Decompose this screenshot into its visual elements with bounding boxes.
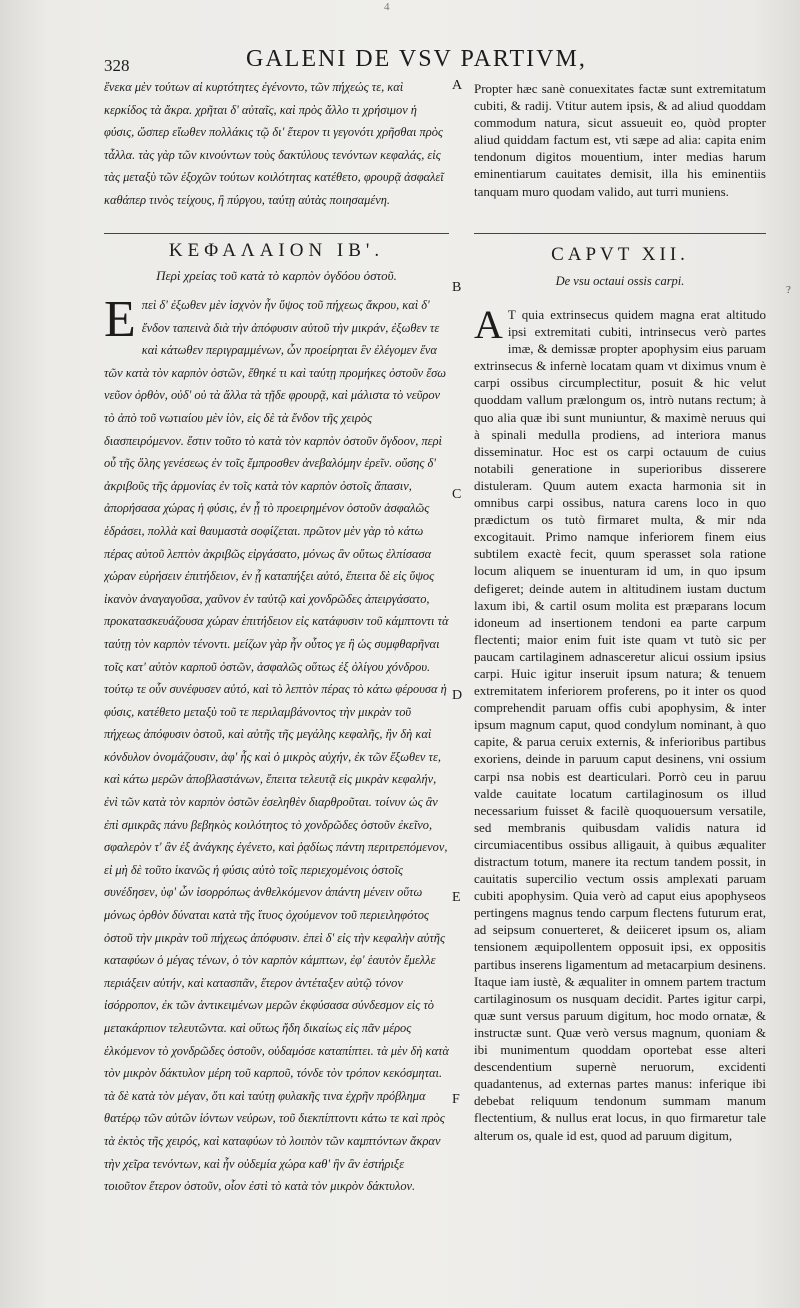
latin-body bbox=[474, 306, 766, 1298]
margin-letter-b: B bbox=[452, 280, 462, 295]
margin-letter-d: D bbox=[452, 688, 463, 703]
latin-rule bbox=[474, 233, 766, 234]
margin-letter-c: C bbox=[452, 487, 462, 502]
latin-drop-cap: A bbox=[474, 306, 503, 347]
latin-chapter-subtitle: De vsu octaui ossis carpi. bbox=[555, 274, 685, 288]
greek-chapter-subtitle: Περὶ χρείας τοῦ κατὰ τὸ καρπὸν ὀγδόου ὀστοῦ. bbox=[156, 268, 397, 283]
greek-top-block bbox=[104, 76, 449, 226]
greek-body bbox=[104, 294, 449, 1294]
edge-mark: ? bbox=[786, 284, 791, 296]
running-title: GALENI DE VSV PARTIVM, bbox=[246, 46, 587, 72]
latin-top-text: Propter hæc sanè conuexitates factæ sunt extremitatum cubiti, & radij. Vtitur autem ipsis, & ad aliud quoddam commodum natura, sicut assueuit eo, quòd propter aliud quiddam factum est, vti sæpe ad alia: capita enim tendonum digitos mouentium, inter medias harum eminentiarum cauitates demisit, illa his eminentiis tanquam muro quodam valido, aut turri muniens. bbox=[474, 81, 766, 199]
latin-chapter-heading: CAPVT XII. bbox=[551, 244, 689, 265]
latin-top-block bbox=[474, 80, 766, 222]
latin-body-text: T quia extrinsecus quidem magna erat altitudo ipsi extremitati cubiti, intrinsecus verò partes imæ, & demissæ propter apophysim eius paruam extrinsecus & infernè locatam quam vt diximus vnum è carpi ossibus circumplectitur, posuit & hic velut quoddam vallum prælongum os, intrò nutans rectum; à quo alia quæ ibi sunt muniuntur, & maximè neruus qui à spinali medulla prodiens, ad interiora manus disseminatur. Hoc est os carpi octauum de cuius notabili generatione in superioribus disserere distuleram. Quum autem exacta harmonia sit in omnibus carpi ossibus, natura carens loco in quo prædictum os tutò firmaret multa, & mir nda excogitauit. Primo namque inferiorem finem eius subtilem exactè fecit, quum sperasset sola ratione locum aliquem se inuenturam id um, in quo ipsum defigeret; deinde autem in altitudinem iustam ductum laxum ibi, & cartil osum molita est præparans locum idoneum ad insertionem tendoni ea parte carpum flectenti; maior enim fuit iste quam vt tutò sic per paucam cartilaginem adnasceretur alicui ossium ipsius carpi. Huic igitur inseruit ipsum natura; & tenuem extremitatem inferiorem proferens, po it inter os quod comprehendit paruam offis cubi apophysim, & inter ipsum magnum caput, quod condylum nominant, à quo capite, & parua ceruix externis, & inferioribus partibus exoriens, deinde in paruum caput desinens, vni ossium carpi nsa nobis est dearticulari. Porrò ceu in paruu valde cauitate locatum cartilaginosum os illud necessarium fuisset & facilè quoquouersum versatile, sed membranis quibusdam validis natura id circumiacentibus ossibus alligauit, à quibus æqualiter distractum totum, manere ita rectum tandem possit, in cauitatis supercilio vectum ossis amplexati paruam cubiti apophysim. Quia verò ad caput eius apophyseos pertingens magnus tendo carpum flectens futurum erat, ad seipsum conuerteret, & deiiceret ipsum os, aliam tensionem æquipollentem opposuit ipsi, ex oppositis partibus inserens ligamentum ad metacarpium desinens. Itaque iam iustè, & æqualiter in omnem partem tractum cartilaginosum os nusquam decidit. Partes igitur carpi, quæ sunt versus paruum digitum, hoc modo ornatæ, & instructæ sunt. Quæ verò versus magnum, quoniam & ibi munimentum quoddam oportebat esse alteri descendentium supernè neruorum, excidenti quadantenus, ad externas partes manus: inferique ibi debebat reliquum tendonum summam manum flectentium, & nullus erat locus, in quo firmaretur tale alterum os, quale id est, quod ad paruum digitum, bbox=[474, 307, 766, 1143]
page-number: 328 bbox=[104, 56, 130, 75]
greek-chapter-heading: ΚΕΦΑΛΑΙΟΝ ΙΒ'. bbox=[168, 240, 385, 261]
margin-letter-f: F bbox=[452, 1092, 460, 1107]
greek-body-text: πεὶ δ' ἐξωθεν μὲν ἰσχνὸν ἦν ὕψος τοῦ πήχεως ἄκρου, καὶ δ' ἔνδον ταπεινὰ διὰ τὴν ἀπόφυσιν αὐτοῦ τὴν μικράν, ἐξωθεν τε καὶ κάτωθεν περιγραμμένων, ὧν προείρηται ἓν ἐλέγομεν ἕνα τῶν κατὰ τὸν καρπὸν ὀστῶν, ἔθηκέ τι καὶ ταύτῃ προμήκες ὀστοῦν ἔσω νεῦον ὀρθὸν, οὐδ' οὐ τὰ ἄλλα τὰ τῇδε φρουρᾷ, καὶ μάλιστα τὸ νεῦρον τὸ ἀπὸ τοῦ νωτιαίου μὲν ἰὸν, εἰς δὲ τὰ ἔνδον τῆς χειρὸς διασπειρόμενον. ἔστιν τοῦτο τὸ κατὰ τὸν καρπὸν ὀστοῦν ὄγδοον, περὶ οὗ τῆς ὅλης γενέσεως ἐν τοῖς ἔμπροσθεν ἀνεβαλόμην ἐρεῖν. οὔσης δ' ἀκριβοῦς τῆς ἁρμονίας ἐν τοῖς κατὰ τὸν καρπὸν ὀστοῖς ἅπασιν, ἀπορήσασα χώρας ἡ φύσις, ἐν ᾗ τὸ προειρημένον ὀστοῦν ἀσφαλῶς ἑδράσει, πολλὰ καὶ θαυμαστὰ σοφίζεται. πρῶτον μὲν γὰρ τὸ κάτω πέρας αὐτοῦ λεπτὸν ἀκριβῶς εἰργάσατο, μόνως ἂν οὕτως ἐλπίσασα χώραν εὑρήσειν ἐπιτήδειον, ἐν ᾗ καταπήξει αὐτό, ἔπειτα δὲ εἰς ὕψος ἱκανὸν ἀναγαγοῦσα, χαῦνον ἐν ταὐτῷ καὶ χονδρῶδες ἀπειργάσατο, προκατασκευάζουσα χώραν ἐπιτήδειον εἰς κατάφυσιν τοῦ κάμπτοντι τὰ ταύτῃ τὸν καρπὸν τένοντι. μείζων γὰρ ἦν οὗτος γε ἢ ὡς συμφθαρῆναι τοῖς κατ' αὐτὸν καρποῦ ὀστῶν, ἀσφαλῶς οὕτως ἐξ ὀλίγου χόνδρου. τούτῳ τε οὖν συνέφυσεν αὐτό, καὶ τὸ λεπτὸν πέρας τὸ κάτω φέρουσα ἡ φύσις, κατέθετο μεταξὺ τοῦ τε περιλαμβάνοντος τὴν μικρὰν τοῦ πήχεως ἀπόφυσιν ὀστοῦ, καὶ αὐτῆς τῆς μεγάλης κεφαλῆς, ἣν δὴ καὶ κόνδυλον ὀνομάζουσιν, ἀφ' ἧς καὶ ὁ μικρὸς αὐχήν, ἐκ τῶν ἔξωθεν τε, καὶ κάτω μερῶν ἀποβλαστάνων, ἔπειτα τελευτᾷ εἰς μικρὰν κεφαλήν, ἐνὶ τῶν κατὰ τὸν καρπὸν ὀστῶν ἐσεληθὲν διαρθροῦται. τοίνυν ὡς ἂν ἐπὶ σμικρᾶς πάνυ βεβηκὸς κοιλότητος τὸ χονδρῶδες ὀστοῦν ἐκεῖνο, σφαλερὸν τ' ἂν ἐξ ἀνάγκης ἐγένετο, καὶ ῥᾳδίως πάντη περιτρεπόμενον, εἰ μὴ δὲ τοῦτο ἱκανῶς ἡ φύσις αὐτὸ τοῖς περιεχομένοις ὀστοῖς συνέδησεν, ὑφ' ὧν ἰσορρόπως ἀνθελκόμενον ἁπάντη μένειν οὕτω μόνως ὀρθὸν δύναται κατὰ τῆς ἴτυος ὀχούμενον τοῦ περιειληφότος ὀστοῦ τὴν μικρὰν τοῦ πήχεως ἀπόφυσιν. ἐπεὶ δ' εἰς τὴν κεφαλὴν αὐτῆς καταφύων ὁ μέγας τένων, ὁ τὸν καρπὸν κάμπτων, ἐφ' ἑαυτὸν ἔμελλε περιάξειν αὐτήν, καὶ κατασπᾶν, ἕτερον ἀντέταξεν αὐτῷ τόνον ἰσόρροπον, ἐκ τῶν ἀντικειμένων μερῶν ἐκφύσασα σύνδεσμον εἰς τὸ μετακάρπιον τελευτῶντα. καὶ οὕτως ἤδη δικαίως εἰς πᾶν μέρος ἑλκόμενον τὸ χονδρῶδες ὀστοῦν, οὐδαμόσε καταπίπτει. τὰ μὲν δὴ κατὰ τὸν μικρὸν δάκτυλον μέρη τοῦ καρποῦ, τόνδε τὸν τρόπον κεκόσμηται. τὰ δὲ κατὰ τὸν μέγαν, ὅτι καὶ ταύτῃ φυλακῆς τινα ἐχρῆν πρόβλημα θατέρῳ τῶν αὐτῶν ἰόντων νεύρων, τοῦ διεκπίπτοντι κάτω τε καὶ πρὸς τὰ ἐκτὸς τῆς χειρός, καὶ καταφύων τὸ λοιπὸν τῶν καμπτόντων ἄκραν τὴν χεῖρα τενόντων, καὶ ἦν οὐδεμία χώρα καθ' ἣν ἂν ἐστήριξε τοιοῦτον ἕτερον ὀστοῦν, οἷον ἐστὶ τὸ κατὰ τὸν μικρὸν δάκτυλον. bbox=[104, 298, 449, 1194]
greek-drop-cap: Ε bbox=[104, 294, 136, 348]
margin-letter-a: A bbox=[452, 78, 463, 93]
greek-top-text: ἕνεκα μὲν τούτων αἱ κυρτότητες ἐγένοντο, τῶν πήχεώς τε, καὶ κερκίδος τὰ ἄκρα. χρῆται δ' αὐταῖς, καὶ πρὸς ἄλλο τι χρήσιμον ἡ φύσις, ὥσπερ εἴωθεν πολλάκις τῷ δι' ἕτερον τι γεγονότι χρῆσθαι πρὸς τἆλλα. τὰς γὰρ τῶν κινούντων τοὺς δακτύλους τενόντων κεφαλάς, εἰς τὰς μεταξὺ τῶν ἐξοχῶν τούτων κοιλότητας κατέθετο, φρουρᾷ ἀσφαλεῖ καθάπερ τινὸς τείχους, ἢ πύργου, ταύτῃ αὐτὰς ποιησαμένη. bbox=[104, 80, 444, 207]
greek-rule bbox=[104, 233, 449, 234]
folio-mark: 4 bbox=[384, 1, 390, 13]
margin-letter-e: E bbox=[452, 890, 461, 905]
